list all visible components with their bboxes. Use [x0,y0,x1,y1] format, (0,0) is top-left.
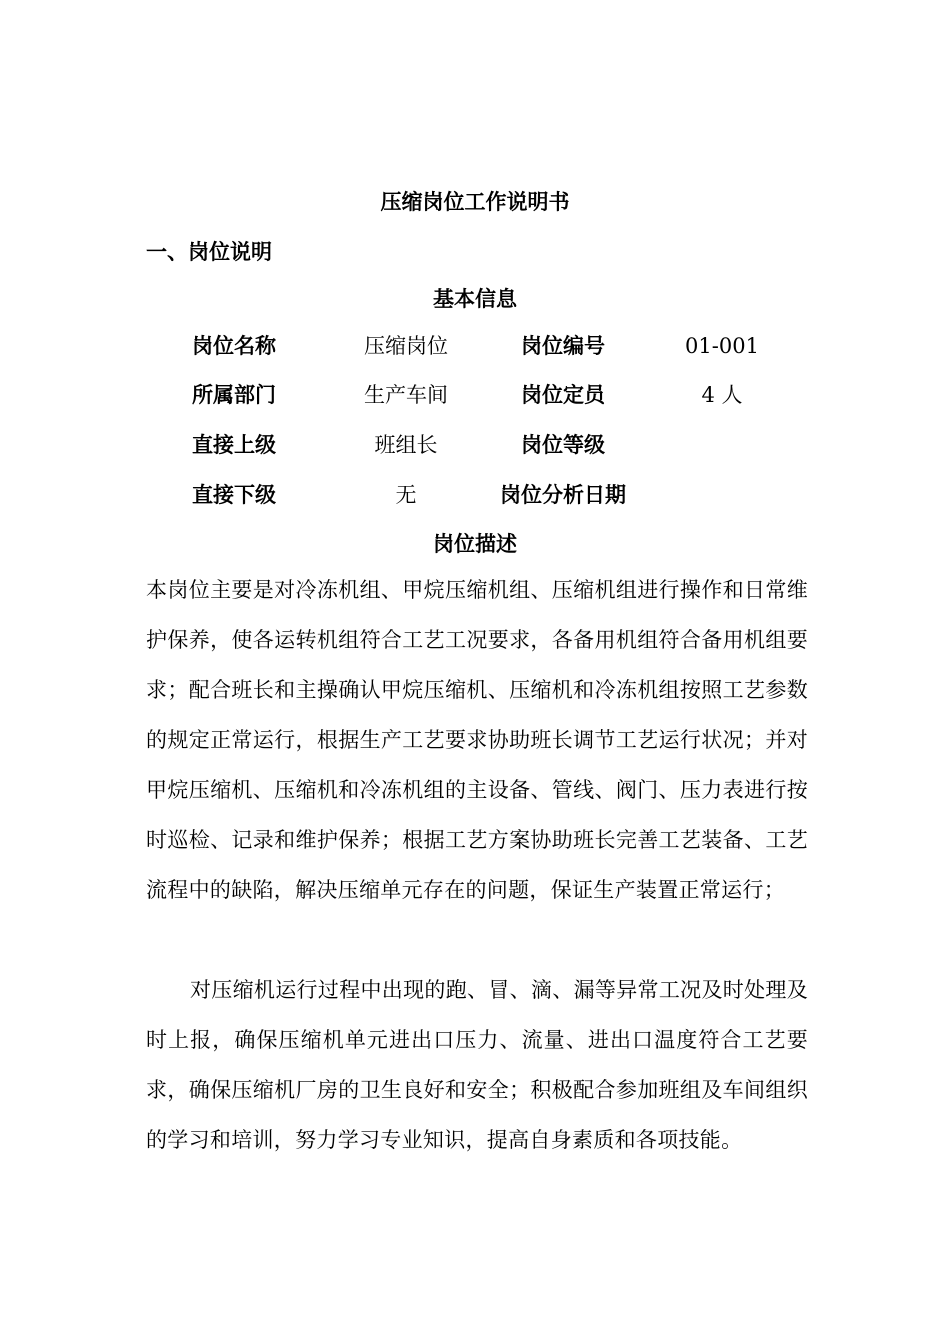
info-label: 岗位分析日期 [500,483,626,507]
description-paragraph: 对压缩机运行过程中出现的跑、冒、滴、漏等异常工况及时处理及时上报，确保压缩机单元进出口压力、流量、进出口温度符合工艺要求，确保压缩机厂房的卫生良好和安全；积极配合参加班组及车间组织的学习和培训，努力学习专业知识，提高自身素质和各项技能。 [146,978,808,1152]
section-heading: 一、岗位说明 [146,240,272,264]
info-label: 岗位等级 [521,433,605,457]
info-row [0,430,950,460]
info-label: 直接上级 [192,433,276,457]
basic-info-heading: 基本信息 [433,287,517,311]
info-label: 岗位名称 [192,334,276,358]
info-label: 岗位编号 [521,334,605,358]
document-title: 压缩岗位工作说明书 [380,190,570,214]
info-value: 无 [395,483,417,507]
info-row [0,331,950,361]
info-label: 岗位定员 [521,383,605,407]
info-row [0,380,950,410]
info-row [0,480,950,510]
info-label: 直接下级 [192,483,276,507]
info-value: 4 人 [701,383,743,407]
description-heading: 岗位描述 [433,532,517,556]
info-label: 所属部门 [192,383,276,407]
description-paragraph: 本岗位主要是对冷冻机组、甲烷压缩机组、压缩机组进行操作和日常维护保养，使各运转机组符合工艺工况要求，各备用机组符合备用机组要求；配合班长和主操确认甲烷压缩机、压缩机和冷冻机组按照工艺参数的规定正常运行，根据生产工艺要求协助班长调节工艺运行状况；并对甲烷压缩机、压缩机和冷冻机组的主设备、管线、阀门、压力表进行按时巡检、记录和维护保养；根据工艺方案协助班长完善工艺装备、工艺流程中的缺陷，解决压缩单元存在的问题，保证生产装置正常运行； [146,578,808,902]
info-value: 生产车间 [364,383,448,407]
info-value: 01-001 [685,334,759,358]
info-value: 压缩岗位 [364,334,448,358]
info-value: 班组长 [374,433,438,457]
